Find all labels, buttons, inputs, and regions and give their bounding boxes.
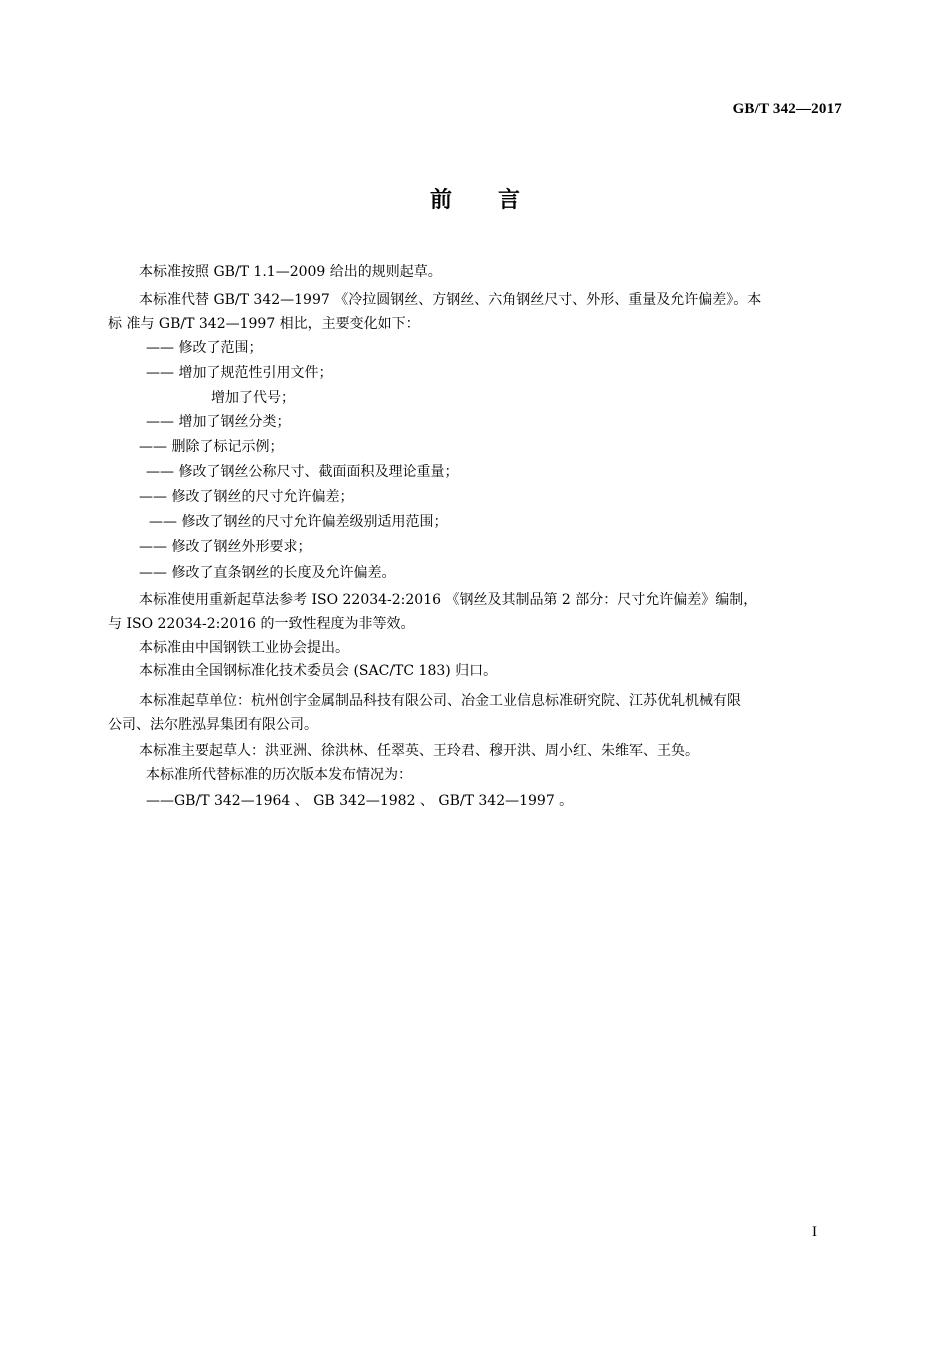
paragraph-drafting-units-line2: 公司、法尔胜泓昇集团有限公司。: [108, 717, 318, 733]
change-item-9: —— 修改了钢丝外形要求；: [139, 539, 312, 555]
standard-code: GB/T 342—2017: [732, 101, 842, 117]
change-item-10: —— 修改了直条钢丝的长度及允许偏差。: [139, 565, 396, 581]
paragraph-drafters: 本标准主要起草人：洪亚洲、徐洪林、任翠英、王玲君、穆开洪、周小红、朱维军、王奂。: [139, 743, 699, 759]
change-item-6: —— 修改了钢丝公称尺寸、截面面积及理论重量；: [146, 464, 459, 480]
change-item-7: —— 修改了钢丝的尺寸允许偏差；: [139, 489, 354, 505]
paragraph-centralized-by: 本标准由全国钢标准化技术委员会 (SAC/TC 183) 归口。: [139, 663, 498, 679]
paragraph-history-versions: ——GB/T 342—1964 、 GB 342—1982 、 GB/T 342—1997 。: [146, 793, 574, 809]
change-item-4: —— 增加了钢丝分类；: [146, 414, 291, 430]
change-item-5: —— 删除了标记示例；: [139, 439, 284, 455]
change-item-8: —— 修改了钢丝的尺寸允许偏差级别适用范围；: [149, 514, 448, 530]
paragraph-history-intro: 本标准所代替标准的历次版本发布情况为：: [146, 767, 412, 783]
paragraph-drafting-units-line1: 本标准起草单位：杭州创宇金属制品科技有限公司、冶金工业信息标准研究院、江苏优轧机械有限: [139, 693, 741, 709]
paragraph-proposed-by: 本标准由中国钢铁工业协会提出。: [139, 640, 349, 656]
change-item-3: 增加了代号；: [211, 390, 295, 406]
paragraph-replaces-line2: 标 准与 GB/T 342—1997 相比，主要变化如下：: [108, 316, 420, 332]
paragraph-iso-ref-line2: 与 ISO 22034-2:2016 的一致性程度为非等效。: [108, 616, 415, 632]
paragraph-drafting-rule: 本标准按照 GB/T 1.1—2009 给出的规则起草。: [139, 264, 442, 280]
paragraph-iso-ref-line1: 本标准使用重新起草法参考 ISO 22034-2:2016 《钢丝及其制品第 2 部分：尺寸允许偏差》编制，: [139, 592, 758, 608]
paragraph-replaces-line1: 本标准代替 GB/T 342—1997 《冷拉圆钢丝、方钢丝、六角钢丝尺寸、外形、重量及允许偏差》。本: [139, 292, 762, 308]
change-item-2: —— 增加了规范性引用文件；: [146, 365, 333, 381]
page-title: 前言: [429, 188, 566, 213]
change-item-1: —— 修改了范围；: [146, 340, 263, 356]
page-number: I: [812, 1224, 817, 1240]
